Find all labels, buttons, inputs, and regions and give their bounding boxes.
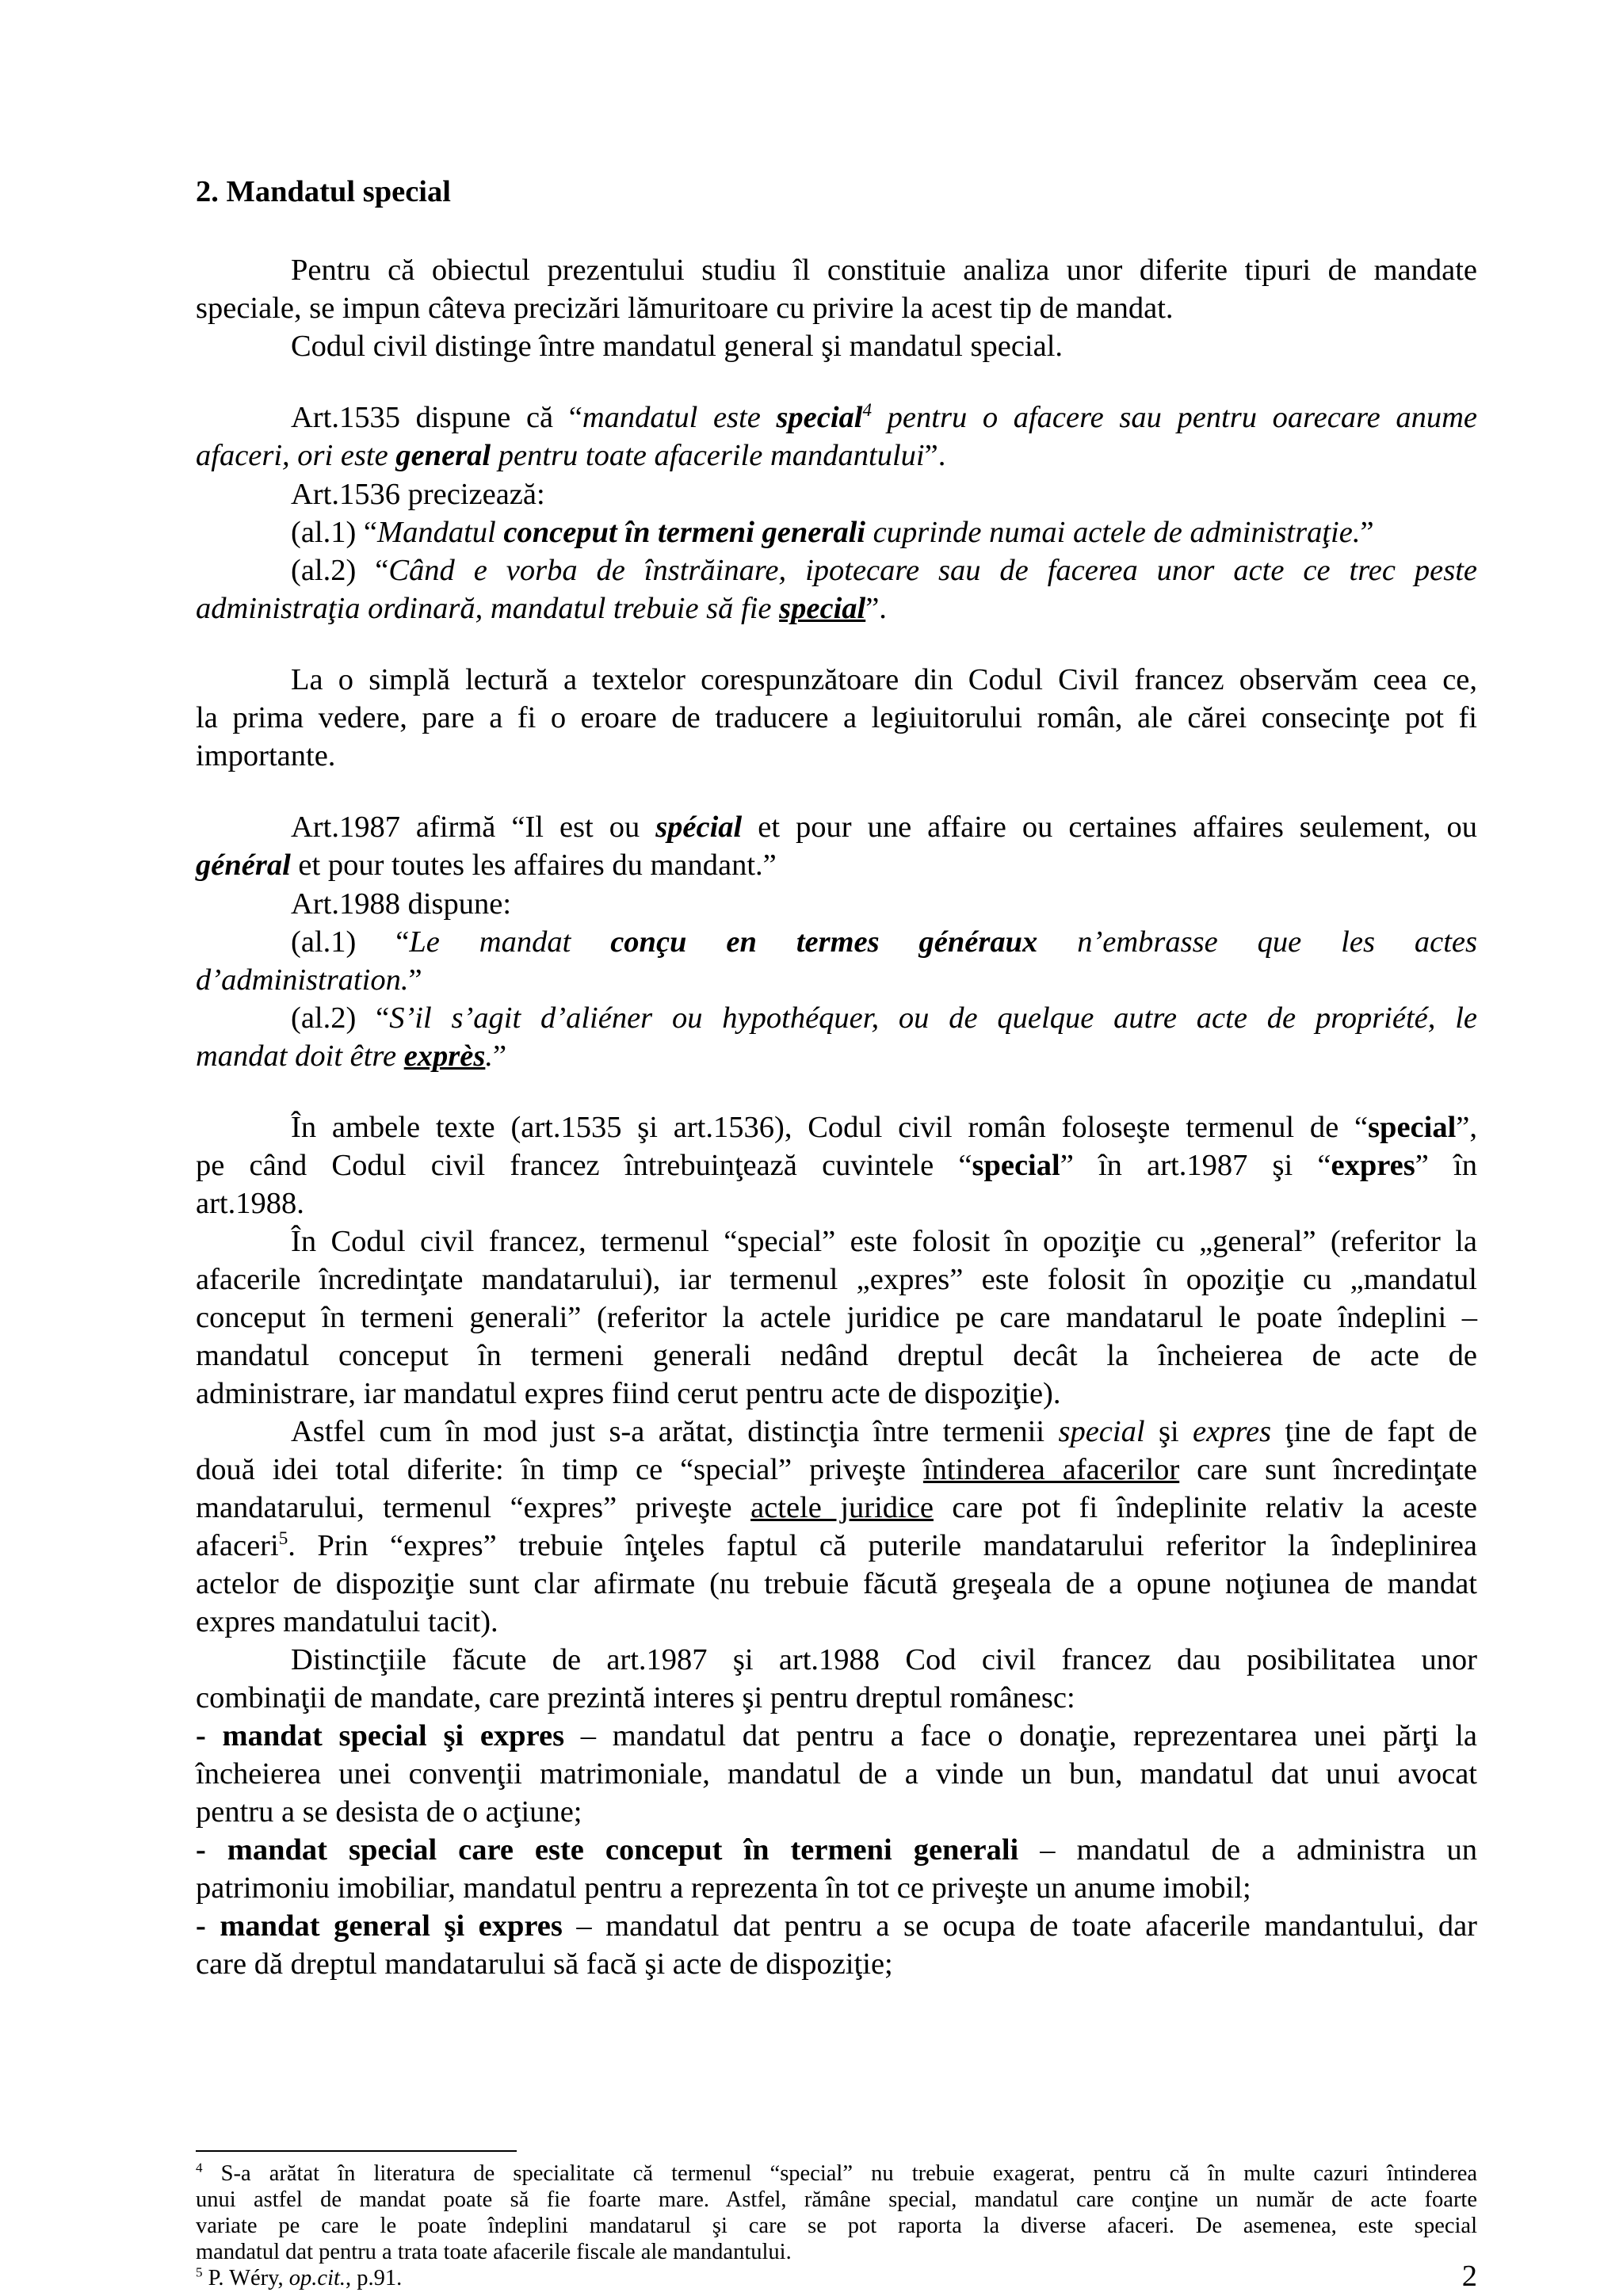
art1988-al2: mandat doit être exprès.” <box>196 1039 507 1073</box>
paragraph-line: afacerile încredinţate mandatarului), iar termenul „expres” este folosit în opoziţie cu „mandatul <box>196 1263 1477 1296</box>
footnote-5: $^5$ P. Wéry, op.cit., p.91. <box>196 2264 403 2290</box>
paragraph-line: art.1988. <box>196 1187 304 1220</box>
paragraph-line: afaceri$^5$. Prin “expres” trebuie înţeles faptul că puterile mandatarului referitor la îndeplinirea <box>196 1527 1477 1562</box>
paragraph-line: pe când Codul civil francez întrebuinţează cuvintele “special” în art.1987 şi “expres” în <box>196 1149 1477 1182</box>
list-item: - mandat special care este conceput în termeni generali – mandatul de a administra un <box>196 1833 1477 1867</box>
list-item-line: încheierea unei convenţii matrimoniale, mandatul de a vinde un bun, mandatul dat unui avocat <box>196 1757 1477 1791</box>
paragraph-line: Pentru că obiectul prezentului studiu îl constituie analiza unor diferite tipuri de mandate <box>291 254 1477 287</box>
paragraph-line: În Codul civil francez, termenul “special” este folosit în opoziţie cu „general” (referitor la <box>291 1225 1477 1258</box>
art1536-al2: (al.2) “Când e vorba de înstrăinare, ipotecare sau de facerea unor acte ce trec peste <box>291 554 1478 587</box>
list-item-line: patrimoniu imobiliar, mandatul pentru a reprezenta în tot ce priveşte un anume imobil; <box>196 1871 1251 1905</box>
paragraph-line: Astfel cum în mod just s-a arătat, distincţia între termenii special şi expres ţine de fapt de <box>291 1415 1477 1448</box>
paragraph-line: două idei total diferite: în timp ce “special” priveşte întinderea afacerilor care sunt încredinţate <box>196 1453 1477 1486</box>
paragraph-line: administrare, iar mandatul expres fiind cerut pentru acte de dispoziţie). <box>196 1377 1061 1410</box>
list-item-line: pentru a se desista de o acţiune; <box>196 1795 582 1829</box>
paragraph-line: La o simplă lectură a textelor corespunzătoare din Codul Civil francez observăm ceea ce, <box>291 663 1477 696</box>
paragraph-line: În ambele texte (art.1535 şi art.1536), Codul civil român foloseşte termenul de “special”, <box>291 1111 1477 1144</box>
art1536-title: Art.1536 precizează: <box>291 478 545 511</box>
footnote-4-line: unui astfel de mandat poate să fie foarte mare. Astfel, rămâne special, mandatul care conţine un număr de acte foarte <box>196 2187 1477 2212</box>
paragraph-line: actelor de dispoziţie sunt clar afirmate (nu trebuie făcută greşeala de a opune noţiunea de mandat <box>196 1567 1477 1600</box>
art1988-title: Art.1988 dispune: <box>291 887 512 921</box>
paragraph-line: speciale, se impun câteva precizări lămuritoare cu privire la acest tip de mandat. <box>196 292 1174 325</box>
footnote-4: $^4$ S-a arătat în literatura de specialitate că termenul “special” nu trebuie exagerat, pentru că în multe cazuri întinderea <box>196 2160 1477 2186</box>
page-number: 2 <box>1461 2260 1477 2293</box>
paragraph-line: mandatul conceput în termeni generali nedând dreptul decât la încheierea de acte de <box>196 1339 1477 1372</box>
art1988-al2: (al.2) “S’il s’agit d’aliéner ou hypothéquer, ou de quelque autre acte de propriété, le <box>291 1001 1477 1035</box>
art1987-line: Art.1987 afirmă “Il est ou spécial et pour une affaire ou certaines affaires seulement, ou <box>291 810 1477 844</box>
art1987-line: général et pour toutes les affaires du mandant.” <box>196 849 777 882</box>
paragraph-line: combinaţii de mandate, care prezintă interes şi pentru dreptul românesc: <box>196 1681 1075 1714</box>
art1536-al2: administraţia ordinară, mandatul trebuie să fie special”. <box>196 592 887 625</box>
paragraph-line: Distincţiile făcute de art.1987 şi art.1988 Cod civil francez dau posibilitatea unor <box>291 1643 1477 1676</box>
paragraph-line: conceput în termeni generali” (referitor la actele juridice pe care mandatarul le poate îndeplini – <box>196 1301 1477 1334</box>
footnote-separator <box>196 2150 517 2152</box>
list-item: - mandat general şi expres – mandatul dat pentru a se ocupa de toate afacerile mandantului, dar <box>196 1909 1477 1943</box>
paragraph-line: expres mandatului tacit). <box>196 1605 498 1638</box>
paragraph-line: mandatarului, termenul “expres” priveşte actele juridice care pot fi îndeplinite relativ la aceste <box>196 1491 1477 1524</box>
paragraph-line: la prima vedere, pare a fi o eroare de traducere a legiuitorului român, ale cărei consecinţe pot fi <box>196 701 1477 734</box>
section-heading: 2. Mandatul special <box>196 175 451 208</box>
footnote-ref-4: 4 <box>862 399 873 421</box>
art1535-line: afaceri, ori este general pentru toate afacerile mandantului”. <box>196 439 946 472</box>
art1536-al1: (al.1) “Mandatul conceput în termeni generali cuprinde numai actele de administraţie.” <box>291 516 1374 549</box>
list-item: - mandat special şi expres – mandatul dat pentru a face o donaţie, reprezentarea unei părţi la <box>196 1719 1477 1753</box>
footnote-4-line: mandatul dat pentru a trata toate afacerile fiscale ale mandantului. <box>196 2240 792 2264</box>
art1988-al1: (al.1) “Le mandat conçu en termes généraux n’embrasse que les actes <box>291 925 1477 959</box>
footnote-ref-5: 5 <box>278 1527 288 1549</box>
paragraph-line: Codul civil distinge între mandatul general şi mandatul special. <box>291 330 1064 363</box>
footnote-4-line: variate pe care le poate îndeplini mandatarul şi care se pot raporta la diverse afaceri. De asemenea, este special <box>196 2214 1477 2238</box>
art1535-line: Art.1535 dispune că “mandatul este special$^4$ pentru o afacere sau pentru oarecare anume <box>291 399 1477 434</box>
art1988-al1: d’administration.” <box>196 963 422 997</box>
list-item-line: care dă dreptul mandatarului să facă şi acte de dispoziţie; <box>196 1947 893 1981</box>
paragraph-line: importante. <box>196 739 336 772</box>
